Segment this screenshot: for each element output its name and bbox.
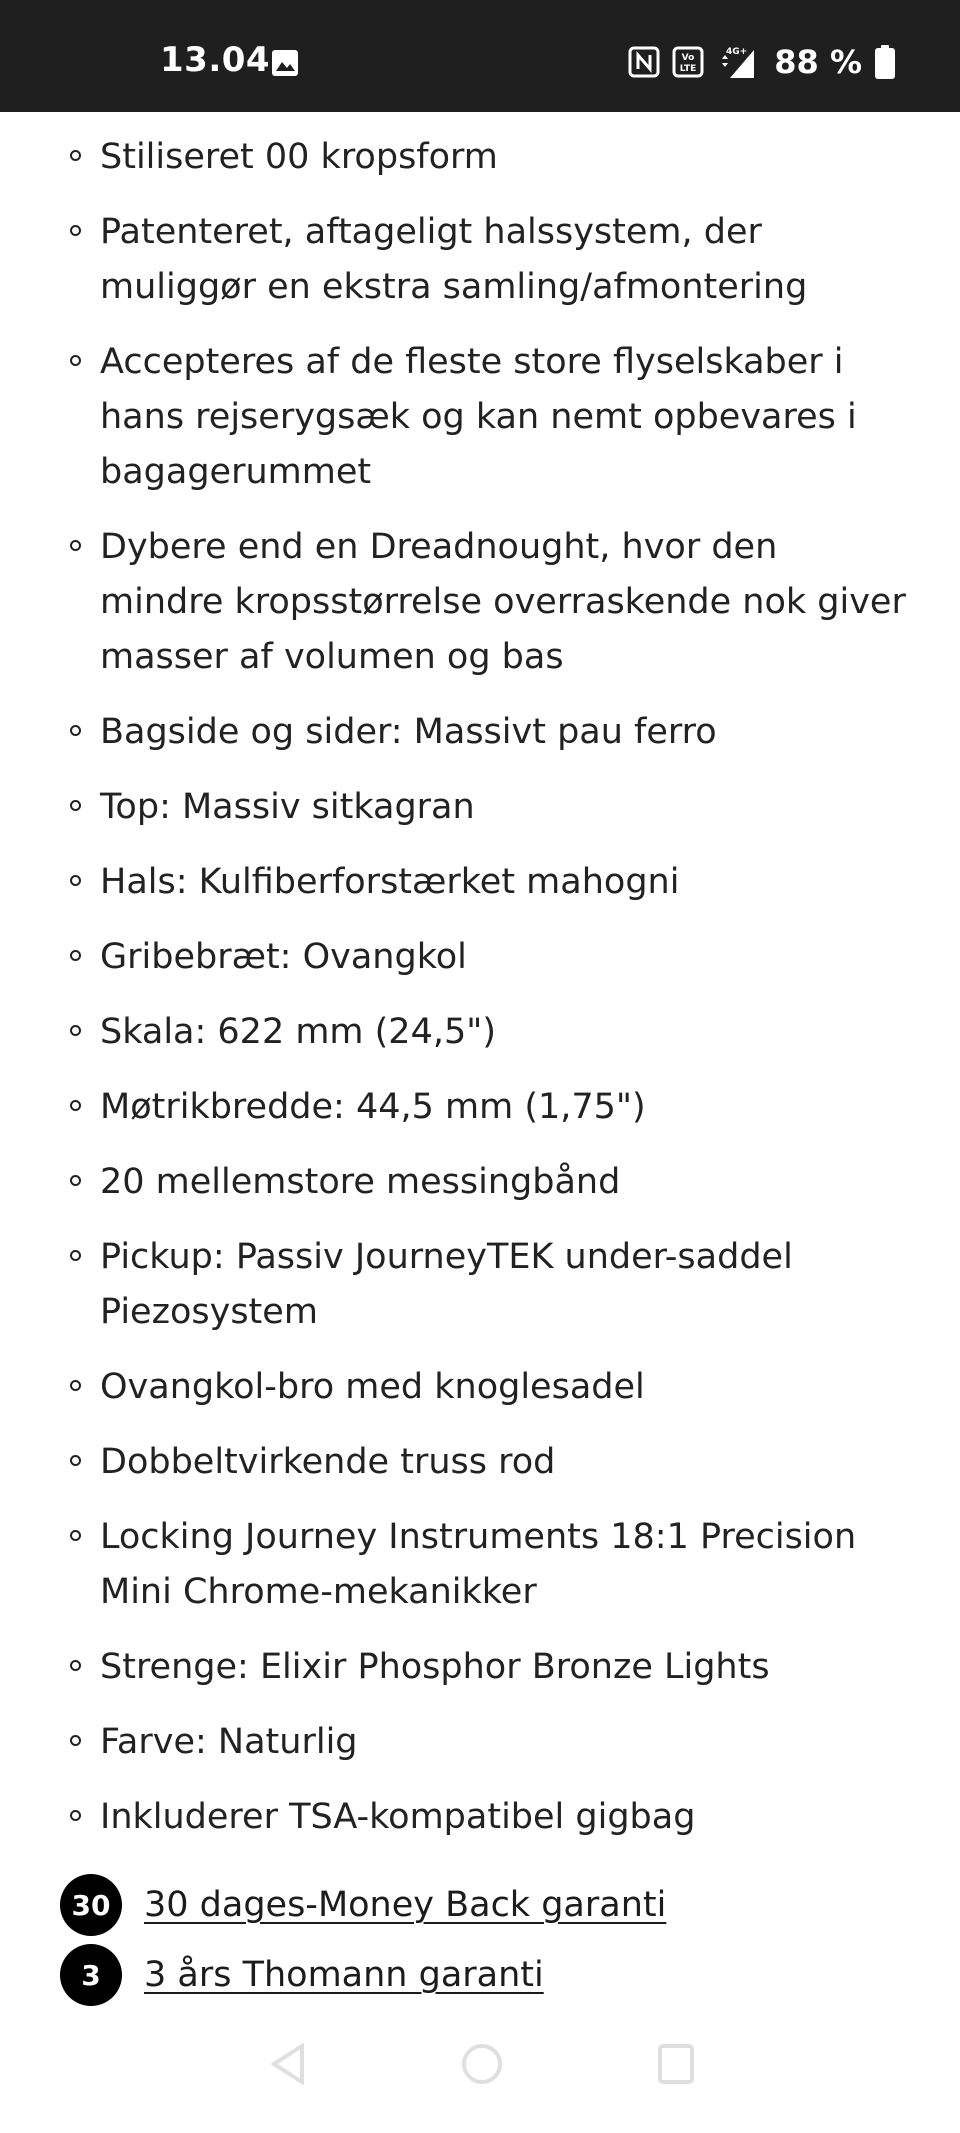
warranty-link[interactable]: 3 års Thomann garanti [144,1955,544,1995]
bullet-icon [70,1100,81,1111]
money-back-guarantee [60,1874,666,1936]
bullet-icon [70,950,81,961]
bullet-icon [70,1810,81,1821]
image-icon [270,48,300,78]
back-icon[interactable] [268,2042,308,2086]
spec-text: Hals: Kulfiberforstærket mahogni [100,862,680,902]
spec-text: Inkluderer TSA-kompatibel gigbag [100,1797,696,1837]
status-icons [628,40,896,84]
list-item [0,930,960,985]
svg-text:LTE: LTE [679,64,697,74]
list-item [0,1510,960,1620]
spec-text: Pickup: Passiv JourneyTEK under-saddel Piezosystem [100,1237,793,1332]
bullet-icon [70,225,81,236]
list-item [0,335,960,500]
spec-text: Locking Journey Instruments 18:1 Precision Mini Chrome-mekanikker [100,1517,857,1612]
list-item [0,1435,960,1490]
list-item [0,855,960,910]
spec-text: Accepteres af de fleste store flyselskaber i hans rejserygsæk og kan nemt opbevares i bagagerummet [100,342,857,492]
list-item [0,780,960,835]
warranty-badge: 3 [60,1944,122,2006]
spec-text: Patenteret, aftageligt halssystem, der muliggør en ekstra samling/afmontering [100,212,808,307]
bullet-icon [70,540,81,551]
home-icon[interactable] [460,2042,504,2086]
list-item [0,1790,960,1845]
bullet-icon [70,1380,81,1391]
bullet-icon [70,875,81,886]
volte-icon [672,46,704,78]
status-time: 13.04 [160,40,271,80]
bullet-icon [70,1250,81,1261]
bullet-icon [70,1530,81,1541]
spec-text: Top: Massiv sitkagran [100,787,475,827]
spec-text: 20 mellemstore messingbånd [100,1162,621,1202]
bullet-icon [70,1660,81,1671]
network-type-label: 4G+ [726,47,748,57]
list-item [0,1360,960,1415]
spec-text: Dobbeltvirkende truss rod [100,1442,556,1482]
list-item [0,1715,960,1770]
list-item [0,205,960,315]
battery-icon [874,44,896,80]
svg-text:Vo: Vo [681,53,695,63]
bullet-icon [70,150,81,161]
spec-text: Gribebræt: Ovangkol [100,937,467,977]
spec-list [0,130,960,1865]
recents-icon[interactable] [656,2042,696,2086]
bullet-icon [70,725,81,736]
spec-text: Møtrikbredde: 44,5 mm (1,75") [100,1087,646,1127]
list-item [0,130,960,185]
list-item [0,1230,960,1340]
thomann-warranty [60,1944,544,2006]
list-item [0,1640,960,1695]
list-item [0,1155,960,1210]
battery-percent: 88 % [774,43,862,81]
money-back-badge: 30 [60,1874,122,1936]
list-item [0,1080,960,1135]
spec-text: Strenge: Elixir Phosphor Bronze Lights [100,1647,770,1687]
spec-text: Skala: 622 mm (24,5") [100,1012,496,1052]
money-back-guarantee-link[interactable]: 30 dages-Money Back garanti [144,1885,667,1925]
list-item [0,520,960,685]
list-item [0,705,960,760]
status-bar [0,0,960,112]
list-item [0,1005,960,1060]
spec-text: Stiliseret 00 kropsform [100,137,498,177]
signal-icon [716,44,756,80]
spec-text: Bagside og sider: Massivt pau ferro [100,712,717,752]
spec-text: Dybere end en Dreadnought, hvor den mindre kropsstørrelse overraskende nok giver masser af volumen og bas [100,527,906,677]
nfc-icon [628,46,660,78]
bullet-icon [70,1455,81,1466]
spec-text: Farve: Naturlig [100,1722,358,1762]
bullet-icon [70,355,81,366]
bullet-icon [70,800,81,811]
bullet-icon [70,1735,81,1746]
navigation-bar [0,2030,960,2110]
bullet-icon [70,1025,81,1036]
spec-text: Ovangkol-bro med knoglesadel [100,1367,645,1407]
bullet-icon [70,1175,81,1186]
